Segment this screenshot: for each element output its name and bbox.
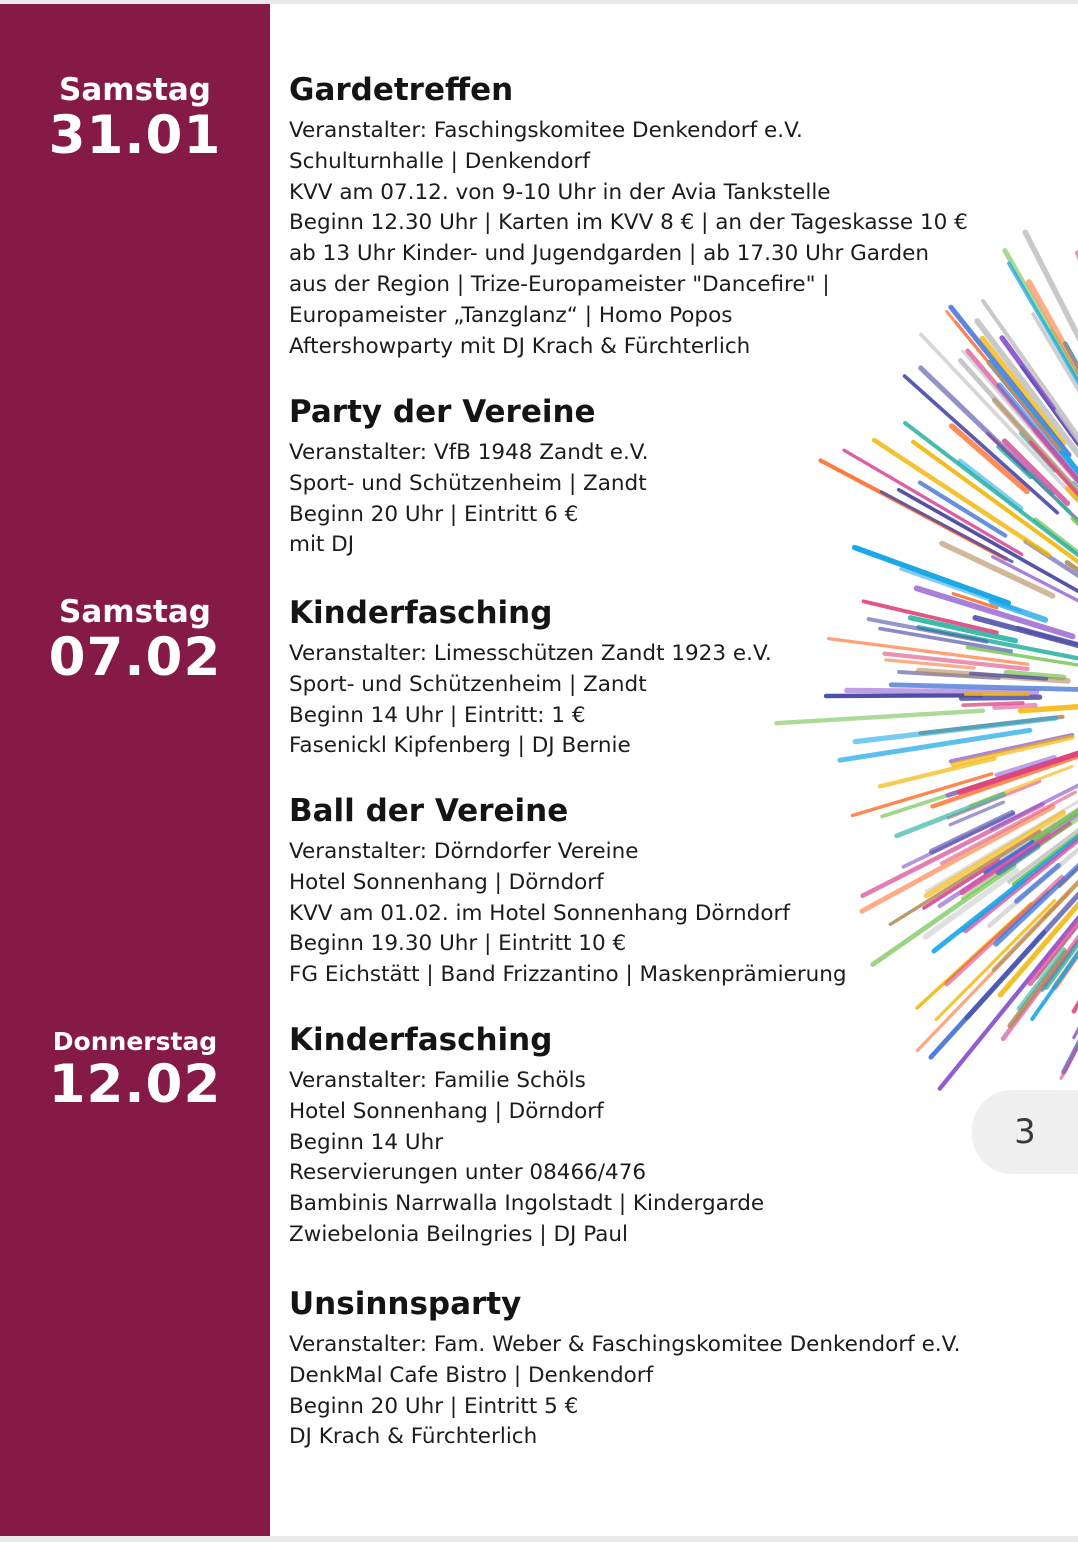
event-title: Party der Vereine: [289, 394, 596, 430]
event-detail: DJ Krach & Fürchterlich: [289, 1424, 538, 1450]
event-detail: KVV am 07.12. von 9-10 Uhr in der Avia Tankstelle: [289, 179, 831, 205]
event-title: Kinderfasching: [289, 1022, 553, 1058]
event-detail: Reservierungen unter 08466/476: [289, 1160, 647, 1186]
event-detail: FG Eichstätt | Band Frizzantino | Maskenprämierung: [289, 962, 847, 988]
event-kinderfasching-2: [289, 1020, 1049, 1251]
event-kinderfasching: [289, 593, 1049, 762]
event-detail: Veranstalter: Familie Schöls: [289, 1068, 586, 1093]
event-title: Ball der Vereine: [289, 793, 569, 829]
event-detail: Veranstalter: Fam. Weber & Faschingskomitee Denkendorf e.V.: [289, 1332, 961, 1357]
flyer-page: [0, 4, 1078, 1536]
event-detail: Schulturnhalle | Denkendorf: [289, 148, 590, 174]
event-gardetreffen: [289, 70, 1049, 362]
event-detail: Beginn 19.30 Uhr | Eintritt 10 €: [289, 931, 627, 957]
date-label: 31.01: [48, 105, 222, 166]
event-title: Kinderfasching: [289, 595, 553, 631]
event-detail: Veranstalter: Dörndorfer Vereine: [289, 839, 639, 864]
event-detail: Hotel Sonnenhang | Dörndorf: [289, 869, 604, 895]
event-detail: Veranstalter: VfB 1948 Zandt e.V.: [289, 440, 649, 465]
weekday-label: Samstag: [59, 72, 211, 108]
event-detail: Hotel Sonnenhang | Dörndorf: [289, 1098, 604, 1124]
event-title: Gardetreffen: [289, 72, 514, 108]
event-detail: Zwiebelonia Beilngries | DJ Paul: [289, 1221, 628, 1247]
date-sidebar: [0, 4, 270, 1536]
burst-ray: [880, 759, 995, 787]
page-number: 3: [1014, 1112, 1036, 1152]
event-detail: Bambinis Narrwalla Ingolstadt | Kindergarde: [289, 1191, 765, 1217]
event-ball-der-vereine: [289, 791, 1049, 991]
date-block: [0, 1027, 270, 1113]
event-detail: Veranstalter: Faschingskomitee Denkendorf e.V.: [289, 118, 803, 143]
event-detail: DenkMal Cafe Bistro | Denkendorf: [289, 1362, 654, 1388]
event-detail: Beginn 12.30 Uhr | Karten im KVV 8 € | an der Tageskasse 10 €: [289, 210, 968, 236]
weekday-label: Donnerstag: [52, 1027, 218, 1056]
event-detail: Fasenickl Kipfenberg | DJ Bernie: [289, 733, 631, 759]
date-label: 07.02: [48, 627, 222, 688]
event-title: Unsinnsparty: [289, 1286, 522, 1322]
date-block: [0, 594, 270, 686]
weekday-label: Samstag: [59, 594, 211, 630]
event-party-der-vereine: [289, 392, 1049, 561]
event-detail: Beginn 14 Uhr: [289, 1129, 444, 1155]
date-label: 12.02: [48, 1054, 222, 1115]
event-detail: Aftershowparty mit DJ Krach & Fürchterlich: [289, 333, 751, 359]
event-detail: Beginn 14 Uhr | Eintritt: 1 €: [289, 702, 586, 728]
event-detail: Beginn 20 Uhr | Eintritt 5 €: [289, 1393, 579, 1419]
event-detail: Veranstalter: Limesschützen Zandt 1923 e.V.: [289, 641, 772, 666]
event-detail: KVV am 01.02. im Hotel Sonnenhang Dörndorf: [289, 900, 790, 926]
event-unsinnsparty: [289, 1284, 1049, 1453]
event-detail: Sport- und Schützenheim | Zandt: [289, 470, 647, 496]
event-detail: Beginn 20 Uhr | Eintritt 6 €: [289, 501, 579, 527]
date-block: [0, 72, 270, 164]
event-detail: Europameister „Tanzglanz“ | Homo Popos: [289, 302, 733, 328]
event-detail: ab 13 Uhr Kinder- und Jugendgarden | ab 17.30 Uhr Garden: [289, 241, 929, 267]
event-detail: aus der Region | Trize-Europameister "Dancefire" |: [289, 271, 830, 297]
event-detail: Sport- und Schützenheim | Zandt: [289, 671, 647, 697]
event-detail: mit DJ: [289, 532, 355, 558]
